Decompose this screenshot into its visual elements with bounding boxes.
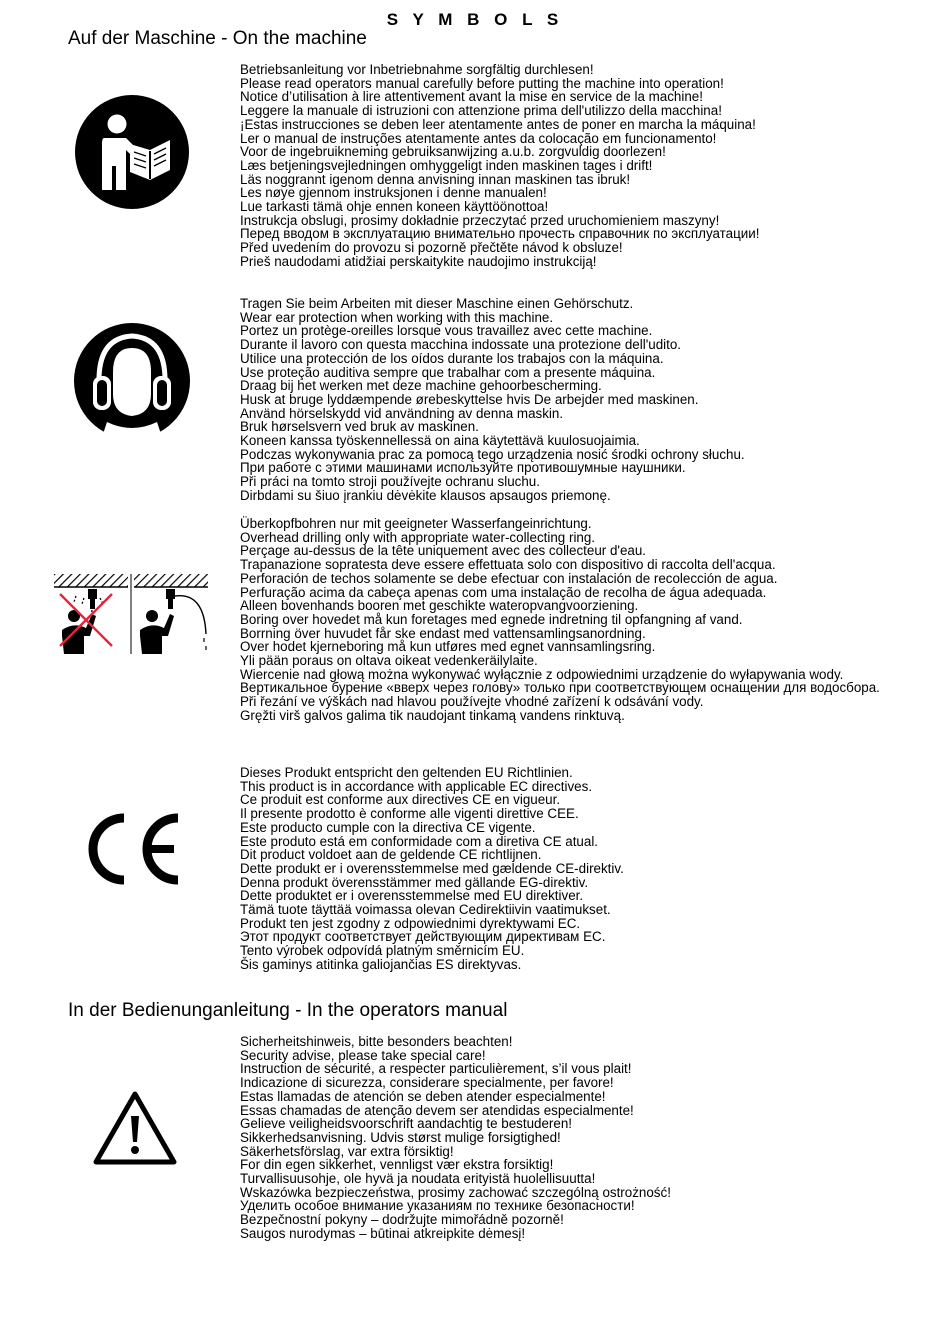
- ce-mark-line: This product is in accordance with applicable EC directives.: [240, 778, 593, 794]
- safety-advice-line: Уделить особое внимание указаниям по технике безопасности!: [240, 1198, 635, 1214]
- safety-advice-line: Instruction de sécurité, a respecter particulièrement, s’il vous plait!: [240, 1061, 632, 1077]
- ear-protection-line: Durante il lavoro con questa macchina indossate una protezione dell'udito.: [240, 337, 682, 353]
- read-manual-line: Voor de ingebruikneming gebruiksanwijzing a.u.b. zorgvuldig doorlezen!: [240, 144, 666, 160]
- read-manual-line: Les nøye gjennom instruksjonen i denne manualen!: [240, 185, 547, 201]
- overhead-drilling-line: Perforación de techos solamente se debe efectuar con instalación de recolección de agua.: [240, 570, 778, 586]
- read-manual-line: Instrukcja obslugi, prosimy dokładnie przeczytać przed uruchomieniem maszyny!: [240, 212, 720, 228]
- safety-advice-line: Saugos nurodymas – būtinai atkreipkite dėmesį!: [240, 1225, 526, 1241]
- overhead-drilling-text: [240, 517, 930, 723]
- overhead-drilling-line: Overhead drilling only with appropriate water-collecting ring.: [240, 529, 596, 545]
- ear-protection-icon: [73, 322, 191, 440]
- ce-mark-line: Ce produit est conforme aux directives CE en vigueur.: [240, 792, 561, 808]
- read-manual-line: Læs betjeningsvejledningen omhyggeligt inden maskinen tages i drift!: [240, 157, 653, 173]
- ear-protection-line: Portez un protège-oreilles lorsque vous travaillez avec cette machine.: [240, 323, 653, 339]
- ce-mark-line: Este producto cumple con la directiva CE vigente.: [240, 819, 536, 835]
- ear-protection-line: Wear ear protection when working with this machine.: [240, 309, 554, 325]
- page-title: S Y M B O L S: [386, 10, 564, 29]
- overhead-drilling-line: Yli pään poraus on oltava oikeat vedenkeräilylaite.: [240, 653, 538, 669]
- ear-protection-line: Koneen kanssa työskennellessä on aina käytettävä kuulosuojaimia.: [240, 433, 640, 449]
- safety-advice-line: Säkerhetsförslag, var extra försiktig!: [240, 1143, 454, 1159]
- safety-advice-line: Estas llamadas de atención se deben atender especialmente!: [240, 1088, 606, 1104]
- read-manual-line: Läs noggrannt igenom denna anvisning innan maskinen tas ibruk!: [240, 171, 631, 187]
- ear-protection-line: При работе с этими машинами используйте противошумные наушники.: [240, 460, 686, 476]
- safety-advice-line: Essas chamadas de atenção devem ser atendidas especialmente!: [240, 1102, 634, 1118]
- read-manual-line: ¡Estas instrucciones se deben leer atentamente antes de poner en marcha la máquina!: [240, 116, 756, 132]
- safety-advice-line: Security advise, please take special care!: [240, 1047, 486, 1063]
- ear-protection-line: Dirbdami su šiuo įrankiu dėvėkite klausos apsaugos priemonę.: [240, 487, 611, 503]
- ce-mark-line: Il presente prodotto è conforme alle vigenti direttive CEE.: [240, 806, 579, 822]
- ce-mark-line: Produkt ten jest zgodny z odpowiednimi dyrektywami EC.: [240, 915, 581, 931]
- read-manual-line: Betriebsanleitung vor Inbetriebnahme sorgfältig durchlesen!: [240, 62, 594, 77]
- section-heading-manual: In der Bedienunganleitung - In the operators manual: [68, 1000, 508, 1021]
- read-manual-line: Перед вводом в эксплуатацию внимательно прочесть справочник по эксплуатации!: [240, 226, 760, 242]
- ear-protection-line: Při práci na tomto stroji používejte ochranu sluchu.: [240, 474, 540, 490]
- overhead-drilling-line: Alleen bovenhands booren met geschikte wateropvangvoorziening.: [240, 598, 639, 614]
- ce-mark-icon: [80, 810, 184, 888]
- ce-mark-line: Šis gaminys atitinka galiojančias ES direktyvas.: [240, 956, 522, 972]
- ce-mark-text: [240, 766, 930, 972]
- read-manual-line: Prieš naudodami atidžiai perskaitykite naudojimo instrukciją!: [240, 253, 597, 269]
- ear-protection-line: Tragen Sie beim Arbeiten mit dieser Maschine einen Gehörschutz.: [240, 296, 634, 311]
- overhead-drilling-line: Gręžti virš galvos galima tik naudojant tinkamą vandens rinktuvą.: [240, 707, 625, 723]
- read-manual-line: Notice d’utilisation à lire attentivement avant la mise en service de la machine!: [240, 89, 703, 105]
- overhead-drilling-line: Wiercenie nad głową można wykonywać wyłącznie z odpowiednimi urządzenie do wyłapywania wody.: [240, 666, 844, 682]
- ce-mark-line: Dette produkt er i overensstemmelse med gældende CE-direktiv.: [240, 860, 624, 876]
- overhead-drilling-line: Вертикальное бурение «вверх через голову» только при соответствующем оснащении для водосбора.: [240, 680, 880, 696]
- read-manual-line: Leggere la manuale di istruzioni con attenzione prima dell'utilizzo della macchina!: [240, 103, 722, 119]
- overhead-drilling-line: Überkopfbohren nur mit geeigneter Wasserfangeinrichtung.: [240, 516, 592, 531]
- safety-advice-line: Gelieve veiligheidsvoorschrift aandachtig te bestuderen!: [240, 1116, 572, 1132]
- read-manual-text: [240, 63, 930, 269]
- warning-triangle-icon: [92, 1090, 178, 1166]
- read-manual-line: Please read operators manual carefully before putting the machine into operation!: [240, 75, 724, 91]
- ear-protection-line: Use proteção auditiva sempre que trabalhar com a presente máquina.: [240, 364, 656, 380]
- safety-advice-line: Sikkerhedsanvisning. Udvis størst mulige forsigtighed!: [240, 1129, 561, 1145]
- overhead-drilling-line: Při řezání ve výškách nad hlavou používejte vhodné zařízení k odsávání vody.: [240, 694, 704, 710]
- section-heading-machine: Auf der Maschine - On the machine: [68, 28, 367, 49]
- ear-protection-line: Husk at bruge lyddæmpende ørebeskyttelse hvis De arbejder med maskinen.: [240, 391, 699, 407]
- safety-advice-line: Sicherheitshinweis, bitte besonders beachten!: [240, 1034, 513, 1049]
- overhead-drilling-line: Over hodet kjerneboring må kun utføres med egnet vannsamlingsring.: [240, 639, 656, 655]
- ce-mark-line: Dit product voldoet aan de geldende CE richtlijnen.: [240, 847, 542, 863]
- safety-advice-line: Wskazówka bezpieczeństwa, prosimy zachować szczególną ostrożność!: [240, 1184, 671, 1200]
- ce-mark-line: Este produto está em conformidade com a diretiva CE atual.: [240, 833, 599, 849]
- ce-mark-line: Tämä tuote täyttää voimassa olevan Cedirektiivin vaatimukset.: [240, 902, 611, 918]
- read-manual-line: Před uvedením do provozu si pozorně přečtěte návod k obsluze!: [240, 240, 623, 256]
- safety-advice-line: Bezpečnostní pokyny – dodržujte mimořádně pozorně!: [240, 1212, 564, 1228]
- safety-advice-line: Turvallisuusohje, ole hyvä ja noudata erityistä huolellisuutta!: [240, 1171, 596, 1187]
- read-manual-line: Lue tarkasti tämä ohje ennen koneen käyttöönottoa!: [240, 199, 549, 215]
- ear-protection-line: Draag bij het werken met deze machine gehoorbescherming.: [240, 378, 602, 394]
- overhead-drilling-line: Perfuração acima da cabeça apenas com uma instalação de recolha de água adequada.: [240, 584, 767, 600]
- overhead-drilling-icon: [54, 574, 208, 654]
- safety-advice-line: For din egen sikkerhet, vennligst vær ekstra forsiktig!: [240, 1157, 554, 1173]
- read-manual-line: Ler o manual de instruções atentamente antes da colocação em funcionamento!: [240, 130, 717, 146]
- ce-mark-line: Этот продукт соответствует действующим директивам ЕС.: [240, 929, 606, 945]
- overhead-drilling-line: Trapanazione sopratesta deve essere effettuata solo con dispositivo di raccolta dell'acqua.: [240, 557, 776, 573]
- ear-protection-line: Bruk hørselsvern ved bruk av maskinen.: [240, 419, 479, 435]
- overhead-drilling-line: Boring over hovedet må kun foretages med egnede indretning til opfangning af vand.: [240, 611, 743, 627]
- ear-protection-text: [240, 297, 930, 503]
- ce-mark-line: Dieses Produkt entspricht den geltenden EU Richtlinien.: [240, 765, 573, 780]
- safety-advice-line: Indicazione di sicurezza, considerare specialmente, per favore!: [240, 1075, 614, 1091]
- overhead-drilling-line: Borrning över huvudet får ske endast med vattensamlingsanordning.: [240, 625, 646, 641]
- ce-mark-line: Dette produktet er i overensstemmelse med EU direktiver.: [240, 888, 584, 904]
- ce-mark-line: Tento výrobek odpovídá platným směrnicím EU.: [240, 943, 525, 959]
- ear-protection-line: Använd hörselskydd vid användning av denna maskin.: [240, 405, 564, 421]
- safety-advice-text: [240, 1035, 930, 1241]
- overhead-drilling-line: Perçage au-dessus de la tête uniquement avec des collecteur d'eau.: [240, 543, 647, 559]
- ear-protection-line: Podczas wykonywania prac za pomocą tego urządzenia nosić środki ochrony słuchu.: [240, 446, 745, 462]
- ce-mark-line: Denna produkt överensstämmer med gällande EG-direktiv.: [240, 874, 589, 890]
- ear-protection-line: Utilice una protección de los oídos durante los trabajos con la máquina.: [240, 350, 664, 366]
- read-manual-icon: [74, 94, 190, 210]
